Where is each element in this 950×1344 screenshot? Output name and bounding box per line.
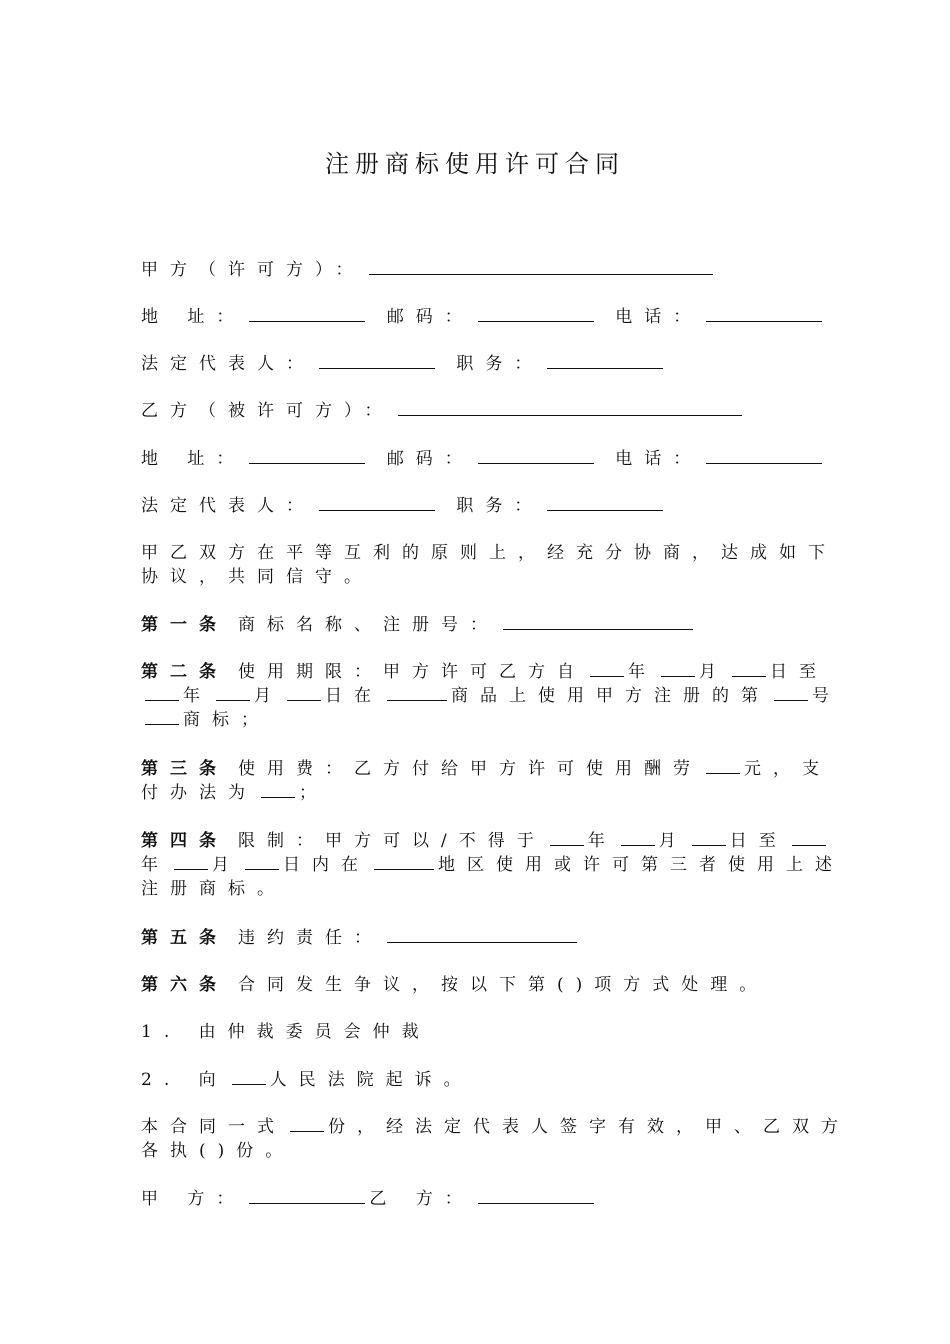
article-4 (141, 829, 851, 901)
document-title: 注册商标使用许可合同 (325, 150, 625, 178)
article-2-text-10: 商标； (183, 710, 270, 730)
party-a-address-blank[interactable] (249, 305, 365, 322)
article-2-start-month-blank[interactable] (661, 660, 695, 677)
party-a-name-row (141, 258, 861, 282)
article-4-text-2: 年 (587, 831, 617, 851)
article-2-end-day-blank[interactable] (287, 684, 321, 701)
article-4-region-blank[interactable] (374, 853, 434, 870)
party-a-contact-row (141, 305, 861, 329)
article-2-goods-blank[interactable] (387, 684, 447, 701)
article-4-start-year-blank[interactable] (550, 829, 584, 846)
article-2-reg-number-blank[interactable] (774, 684, 808, 701)
article-1-number: 第一条 (141, 615, 228, 635)
article-2-text-1: 使用期限：甲方许可乙方自 (238, 662, 586, 682)
party-b-phone-label: 电话： (615, 449, 703, 469)
party-b-position-label: 职务： (456, 496, 544, 516)
article-4-start-day-blank[interactable] (692, 829, 726, 846)
closing-suffix: 份，经法定代表人签字有效，甲、乙双方各执()份。 (141, 1117, 850, 1161)
article-4-text-8: 地区使用或许可第三者使用上述注册商标。 (141, 855, 844, 899)
article-2-end-month-blank[interactable] (216, 684, 250, 701)
party-a-phone-blank[interactable] (706, 305, 822, 322)
option-2-prefix: 2. 向 (141, 1070, 228, 1090)
option-2 (141, 1068, 861, 1092)
party-b-postcode-label: 邮码： (386, 449, 474, 469)
article-2-start-year-blank[interactable] (590, 660, 624, 677)
party-b-label: 乙方（被许可方）： (141, 401, 394, 421)
article-6-text: 合同发生争议，按以下第()项方式处理。 (238, 975, 769, 995)
article-2-start-day-blank[interactable] (732, 660, 766, 677)
article-2-text-3: 月 (699, 662, 728, 682)
party-b-address-label: 地 址： (141, 449, 246, 469)
article-4-start-month-blank[interactable] (621, 829, 655, 846)
article-2-text-2: 年 (628, 662, 657, 682)
closing-paragraph (141, 1115, 851, 1163)
party-a-address-label: 地 址： (141, 307, 246, 327)
party-b-rep-blank[interactable] (319, 494, 435, 511)
article-5 (141, 926, 861, 950)
article-4-text-7: 日内在 (283, 855, 370, 875)
party-b-contact-row (141, 447, 861, 471)
article-5-text: 违约责任： (238, 928, 383, 948)
article-2-text-9: 号 (812, 686, 841, 706)
party-b-position-blank[interactable] (547, 494, 663, 511)
article-1-text: 商标名称、注册号： (238, 615, 499, 635)
article-4-end-day-blank[interactable] (245, 853, 279, 870)
article-3-text-2: 元，支付办法为 (141, 759, 831, 803)
article-4-text-1: 限制：甲方可以/不得于 (238, 831, 546, 851)
article-3-text-1: 使用费：乙方付给甲方许可使用酬劳 (238, 759, 702, 779)
party-a-name-blank[interactable] (369, 258, 713, 275)
article-4-number: 第四条 (141, 831, 228, 851)
article-5-number: 第五条 (141, 928, 228, 948)
article-3 (141, 757, 841, 805)
article-4-end-year-blank[interactable] (792, 829, 826, 846)
party-a-position-label: 职务： (456, 354, 544, 374)
article-2-trademark-blank[interactable] (145, 708, 179, 725)
article-3-text-3: ； (299, 783, 328, 803)
party-a-position-blank[interactable] (547, 352, 663, 369)
article-2-number: 第二条 (141, 662, 228, 682)
intro-paragraph (141, 541, 841, 589)
signature-a-label: 甲 方： (141, 1189, 246, 1209)
party-a-rep-row (141, 352, 861, 376)
party-a-rep-blank[interactable] (319, 352, 435, 369)
closing-prefix: 本合同一式 (141, 1117, 286, 1137)
closing-copies-blank[interactable] (290, 1115, 324, 1132)
party-b-address-blank[interactable] (249, 447, 365, 464)
article-3-number: 第三条 (141, 759, 228, 779)
article-3-payment-blank[interactable] (261, 781, 295, 798)
article-4-end-month-blank[interactable] (174, 853, 208, 870)
signature-b-label: 乙 方： (369, 1189, 474, 1209)
signature-row (141, 1187, 861, 1211)
article-4-text-6: 月 (212, 855, 241, 875)
article-3-fee-blank[interactable] (706, 757, 740, 774)
party-b-rep-row (141, 494, 861, 518)
signature-a-blank[interactable] (249, 1187, 365, 1204)
party-a-phone-label: 电话： (615, 307, 703, 327)
article-1-blank[interactable] (503, 613, 693, 630)
option-1 (141, 1020, 861, 1044)
party-b-phone-blank[interactable] (706, 447, 822, 464)
article-2-text-6: 月 (254, 686, 283, 706)
party-a-rep-label: 法定代表人： (141, 354, 315, 374)
option-2-suffix: 人民法院起诉。 (269, 1070, 473, 1090)
party-a-label: 甲方（许可方）： (141, 260, 365, 280)
article-2-text-5: 年 (183, 686, 212, 706)
article-2-end-year-blank[interactable] (145, 684, 179, 701)
article-2-text-4: 日至 (770, 662, 828, 682)
party-b-rep-label: 法定代表人： (141, 496, 315, 516)
article-2-text-7: 日在 (325, 686, 383, 706)
party-b-postcode-blank[interactable] (478, 447, 594, 464)
party-a-postcode-blank[interactable] (478, 305, 594, 322)
party-b-name-row (141, 399, 861, 423)
article-2-text-8: 商品上使用甲方注册的第 (451, 686, 770, 706)
article-6 (141, 973, 861, 997)
option-2-court-blank[interactable] (232, 1068, 266, 1085)
party-a-postcode-label: 邮码： (386, 307, 474, 327)
article-5-blank[interactable] (387, 926, 577, 943)
article-2 (141, 660, 861, 732)
option-1-text: 1. 由仲裁委员会仲裁 (141, 1022, 431, 1042)
article-4-text-4: 日至 (729, 831, 788, 851)
article-4-text-3: 月 (658, 831, 688, 851)
intro-text: 甲乙双方在平等互利的原则上，经充分协商，达成如下协议，共同信守。 (141, 543, 837, 587)
article-6-number: 第六条 (141, 975, 228, 995)
article-4-text-5: 年 (141, 855, 170, 875)
signature-b-blank[interactable] (478, 1187, 594, 1204)
article-1 (141, 613, 861, 637)
party-b-name-blank[interactable] (398, 399, 742, 416)
